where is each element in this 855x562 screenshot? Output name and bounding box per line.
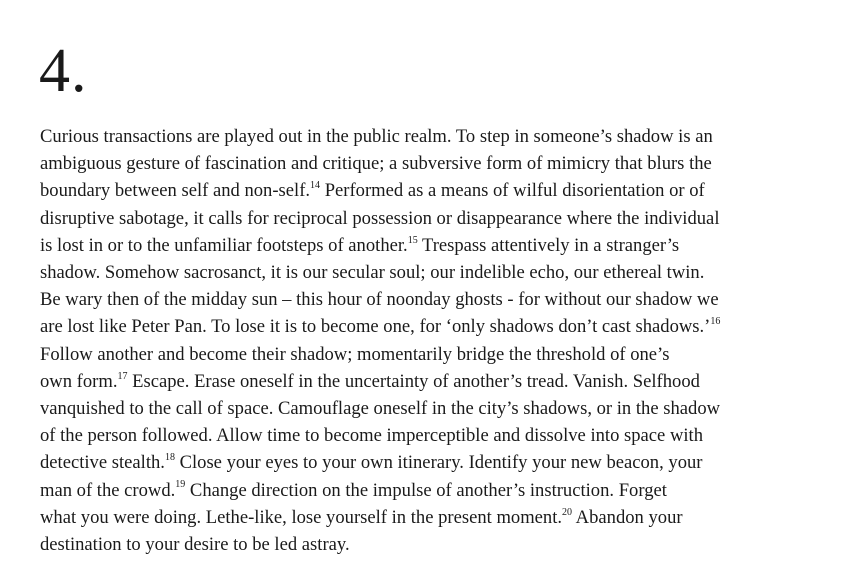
- footnote-reference: 16: [710, 316, 721, 328]
- text-line: [40, 232, 830, 259]
- text-segment: Be wary then of the midday sun – this hour of noonday ghosts - for without our shadow we: [40, 289, 719, 311]
- text-segment: disruptive sabotage, it calls for reciprocal possession or disappearance where the individual: [40, 207, 720, 229]
- text-line: [40, 205, 830, 232]
- text-segment: shadow. Somehow sacrosanct, it is our secular soul; our indelible echo, our ethereal twin.: [40, 262, 705, 284]
- text-segment: Close your eyes to your own itinerary. Identify your new beacon, your: [174, 452, 703, 474]
- text-segment: of the person followed. Allow time to become imperceptible and dissolve into space with: [40, 425, 704, 447]
- text-line: [40, 286, 830, 313]
- text-line: [40, 531, 830, 558]
- text-segment: ambiguous gesture of fascination and critique; a subversive form of mimicry that blurs the: [40, 153, 712, 175]
- text-line: [40, 177, 830, 204]
- text-segment: Change direction on the impulse of another’s instruction. Forget: [185, 479, 667, 501]
- text-line: [40, 341, 830, 368]
- text-line: [40, 368, 830, 395]
- footnote-reference: 19: [175, 479, 186, 491]
- text-line: [40, 422, 830, 449]
- text-segment: detective stealth.: [40, 452, 165, 474]
- text-segment: is lost in or to the unfamiliar footsteps of another.: [40, 234, 408, 256]
- text-segment: Abandon your: [572, 506, 683, 528]
- text-line: [40, 449, 830, 476]
- text-segment: what you were doing. Lethe-like, lose yourself in the present moment.: [40, 506, 563, 528]
- text-segment: destination to your desire to be led astray.: [40, 534, 350, 556]
- text-segment: Follow another and become their shadow; momentarily bridge the threshold of one’s: [40, 343, 670, 365]
- text-line: [40, 259, 830, 286]
- body-paragraph: [40, 123, 830, 558]
- text-segment: own form.: [40, 370, 118, 392]
- footnote-reference: 15: [407, 234, 418, 246]
- text-segment: Trespass attentively in a stranger’s: [417, 234, 680, 256]
- footnote-reference: 20: [562, 506, 573, 518]
- text-segment: Performed as a means of wilful disorientation or of: [320, 180, 705, 202]
- section-number: 4.: [39, 37, 88, 105]
- text-line: [40, 150, 830, 177]
- text-segment: man of the crowd.: [40, 479, 176, 501]
- text-line: [40, 477, 830, 504]
- text-segment: Curious transactions are played out in the public realm. To step in someone’s shadow is an: [40, 126, 713, 147]
- text-segment: Escape. Erase oneself in the uncertainty of another’s tread. Vanish. Selfhood: [127, 370, 700, 392]
- footnote-reference: 18: [164, 452, 175, 464]
- text-line: [40, 313, 830, 340]
- text-line: [40, 123, 830, 150]
- footnote-reference: 14: [310, 180, 321, 192]
- text-segment: are lost like Peter Pan. To lose it is to become one, for ‘only shadows don’t cast shadows.’: [40, 316, 711, 338]
- text-line: [40, 504, 830, 531]
- text-segment: vanquished to the call of space. Camouflage oneself in the city’s shadows, or in the shadow: [40, 398, 721, 420]
- text-segment: boundary between self and non-self.: [40, 180, 311, 202]
- footnote-reference: 17: [117, 370, 128, 382]
- text-line: [40, 395, 830, 422]
